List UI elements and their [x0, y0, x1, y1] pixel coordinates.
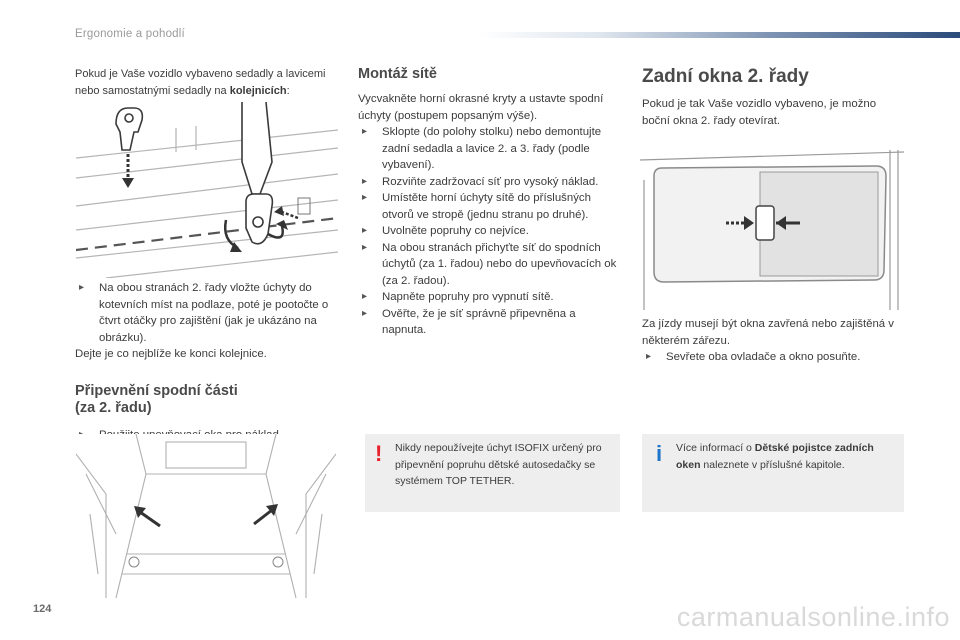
cargo-floor-illustration: [76, 434, 336, 598]
watermark: carmanualsonline.info: [676, 602, 950, 632]
info-box: [642, 434, 904, 512]
list-item: ▸ Sklopte (do polohy stolku) nebo demontujte zadní sedadla a lavice 2. a 3. řady (podle vybavení).: [358, 124, 620, 174]
left-step-list: [75, 280, 337, 346]
header-title: Ergonomie a pohodlí: [75, 28, 185, 40]
middle-intro: Vycvakněte horní okrasné kryty a ustavte spodní úchyty (postupem popsaným výše).: [358, 93, 604, 122]
list-item: ▸ Rozviňte zadržovací síť pro vysoký náklad.: [358, 174, 620, 191]
left-column: [75, 66, 337, 100]
section-title-line2: (za 2. řadu): [75, 399, 152, 416]
list-item: ▸ Uvolněte popruhy co nejvíce.: [358, 223, 620, 240]
section-title-lower-fixing: [75, 383, 337, 417]
header-accent-bar: [478, 32, 960, 38]
list-item: ▸ Na obou stranách 2. řady vložte úchyty do kotevních míst na podlaze, poté je pootočte o čtvrt otáčky pro zajištění (jak je ukázáno na obrázku).: [75, 280, 337, 346]
list-item: ▸ Na obou stranách přichyťte síť do spodních úchytů (za 1. řadou) nebo do upevňovacích ok (za 2. řadou).: [358, 240, 620, 290]
left-intro: [75, 66, 337, 100]
left-intro-text: Pokud je Vaše vozidlo vybaveno sedadly a lavicemi nebo samostatnými sedadly na: [75, 68, 326, 97]
info-text-prefix: Více informací o: [676, 442, 755, 454]
left-column-lower: [75, 280, 337, 443]
middle-column: [358, 66, 620, 339]
middle-step-list: [358, 124, 620, 339]
section-title-rear-windows: Zadní okna 2. řady: [642, 66, 809, 87]
right-intro: Pokud je tak Vaše vozidlo vybaveno, je možno boční okna 2. řady otevírat.: [642, 98, 877, 127]
list-item: ▸ Ověřte, že je síť správně připevněna a napnuta.: [358, 306, 620, 339]
page-number: 124: [33, 603, 52, 615]
list-item: ▸ Napněte popruhy pro vypnutí sítě.: [358, 289, 620, 306]
info-icon: i: [656, 441, 663, 466]
right-column-lower: [642, 316, 904, 366]
info-text: [676, 440, 896, 473]
warning-box: [365, 434, 620, 512]
warning-icon: !: [375, 441, 383, 466]
warning-text: Nikdy nepoužívejte úchyt ISOFIX určený pro připevnění popruhu dětské autosedačky se systémem TOP TETHER.: [395, 442, 602, 487]
section-title-line1: Připevnění spodní části: [75, 382, 238, 399]
list-item: ▸ Sevřete oba ovladače a okno posuňte.: [642, 349, 904, 366]
left-intro-suffix: :: [286, 85, 290, 97]
section-title-net-mounting: Montáž sítě: [358, 66, 437, 82]
rear-window-illustration: [640, 150, 904, 310]
info-text-suffix: naleznete v příslušné kapitole.: [700, 458, 845, 471]
right-para: Za jízdy musejí být okna zavřená nebo zajištěná v některém zářezu.: [642, 318, 894, 347]
left-intro-bold: kolejnicích: [229, 85, 287, 97]
list-item: ▸ Umístěte horní úchyty sítě do příslušných otvorů ve stropě (jednu stranu po druhé).: [358, 190, 620, 223]
left-note: Dejte je co nejblíže ke konci kolejnice.: [75, 348, 267, 360]
right-step-list: [642, 349, 904, 366]
info-text-bold: Dětské pojistce zadních oken: [676, 442, 874, 471]
rail-anchor-illustration: [76, 102, 338, 278]
right-column: [642, 66, 904, 129]
